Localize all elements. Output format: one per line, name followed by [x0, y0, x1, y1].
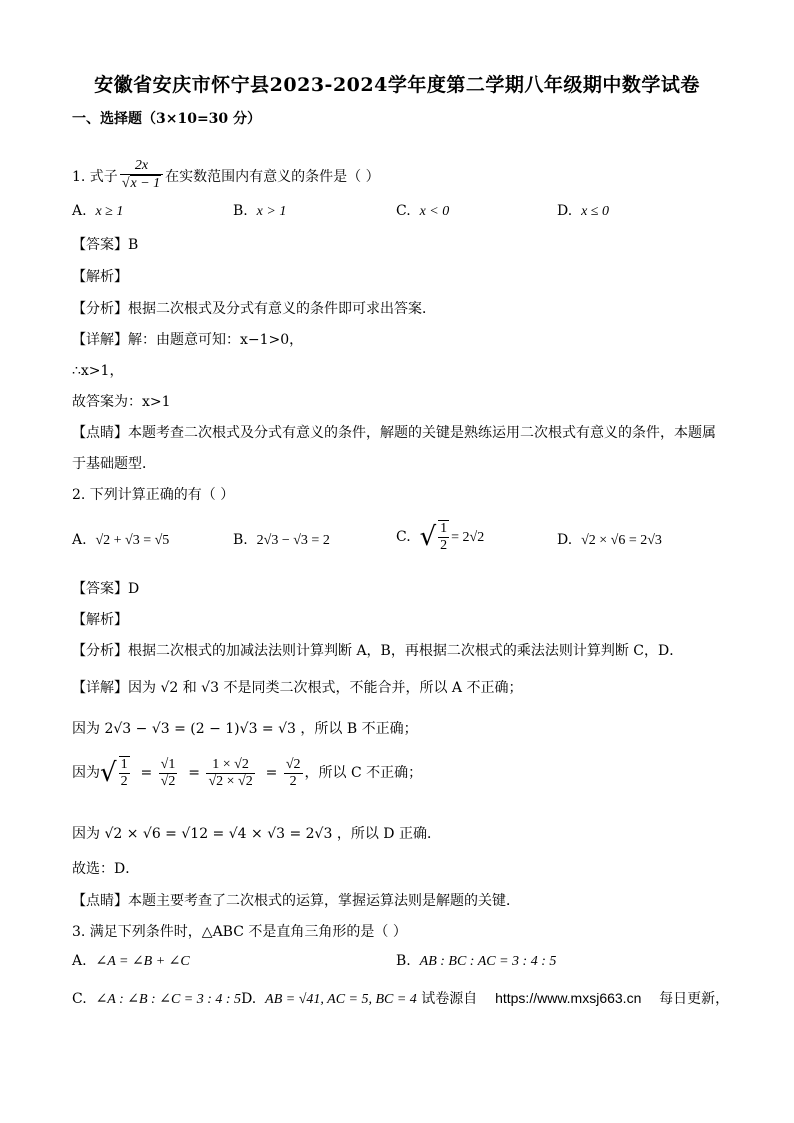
q1-option-b: B. x > 1 — [233, 203, 287, 219]
q1-option-d: D. x ≤ 0 — [557, 203, 609, 219]
q2-answer: 【答案】D — [72, 581, 140, 597]
q3-option-d: AB = √41, AC = 5, BC = 4 — [265, 992, 417, 1007]
q1-comment-line1: 【点睛】本题考查二次根式及分式有意义的条件，解题的关键是熟练运用二次根式有意义的条件，本题属 — [72, 425, 716, 441]
q2-conclusion: 故选：D． — [72, 861, 140, 877]
q1-comment-line2: 于基础题型． — [72, 456, 156, 472]
q1-option-c: C. x < 0 — [396, 203, 450, 219]
q1-prefix: 1. 式子 — [72, 169, 118, 185]
q1-answer: 【答案】B — [72, 237, 139, 253]
q1-frac-num: 2x — [120, 158, 163, 175]
q3-option-b: B. AB : BC : AC = 3 : 4 : 5 — [396, 953, 557, 969]
q2-comment: 【点睛】本题主要考查了二次根式的运算，掌握运算法则是解题的关键． — [72, 893, 520, 909]
q2-option-d: D. √2 × √6 = 2√3 — [557, 532, 662, 548]
q2-line-d: 因为 √2 × √6 = √12 = √4 × √3 = 2√3 ，所以 D 正确． — [72, 826, 441, 842]
q2-jiexi: 【解析】 — [72, 612, 128, 628]
section-heading: 一、选择题（3×10=30 分） — [72, 111, 262, 127]
q2-option-c: C. √ $\frac{1}{2}$ = 2√2 — [396, 521, 485, 553]
footer-url[interactable]: https://www.mxsj663.cn — [495, 990, 642, 1006]
q2-line-b: 因为 2√3 − √3 = (2 − 1)√3 = √3 ，所以 B 不正确； — [72, 721, 418, 737]
q3-option-c: ∠A : ∠B : ∠C = 3 : 4 : 5 — [95, 992, 242, 1007]
q2-c-fraction: $\frac{1}{2}$ — [440, 521, 448, 553]
q3-option-a: A. ∠A = ∠B + ∠C — [72, 953, 190, 969]
q1-jiexi: 【解析】 — [72, 269, 128, 285]
q1-step3: 故答案为：x>1 — [72, 394, 171, 410]
q1-suffix: 在实数范围内有意义的条件是（ ） — [165, 169, 380, 185]
q1-analysis: 【分析】根据二次根式及分式有意义的条件即可求出答案． — [72, 301, 436, 317]
q1-stem — [72, 158, 380, 192]
q2-option-b: B. 2√3 − √3 = 2 — [233, 532, 330, 548]
q2-stem: 2. 下列计算正确的有（ ） — [72, 487, 235, 503]
q1-frac-den: x − 1 — [130, 176, 161, 191]
q2-detail: 【详解】因为 √2 和 √3 不是同类二次根式，不能合并，所以 A 不正确； — [72, 680, 523, 696]
q2-analysis: 【分析】根据二次根式的加减法法则计算判断 A，B，再根据二次根式的乘法法则计算判断 C，D． — [72, 643, 684, 659]
page-title: 安徽省安庆市怀宁县2023-2024学年度第二学期八年级期中数学试卷 — [94, 74, 700, 96]
footer-update: 每日更新， — [659, 991, 730, 1007]
q3-stem: 3. 满足下列条件时，△ABC 不是直角三角形的是（ ） — [72, 924, 407, 940]
footer-source: 试卷源自 — [421, 991, 478, 1007]
q1-detail: 【详解】解：由题意可知：x−1>0， — [72, 332, 304, 348]
q2-line-c: 因为√ $\frac{1}{2}$ = $\frac{√1}{√2}$ = $\frac{1 \times √2}{√2 \times √2}$ = $\frac{√2}{2}$ ，所以 C 不正确； — [72, 756, 423, 789]
q3-options-cd-line: C. ∠A : ∠B : ∠C = 3 : 4 : 5D. AB = √41, AC = 5, BC = 4 试卷源自 https://www.mxsj663.cn 每日更新， — [72, 990, 730, 1007]
q1-fraction: $\frac{2x}{√x - 1}$ — [120, 158, 163, 192]
q1-option-a: A. x ≥ 1 — [72, 203, 124, 219]
q2-option-a: A. √2 + √3 = √5 — [72, 532, 170, 548]
sqrt-sign: √ — [419, 522, 437, 552]
q1-step2: ∴x>1， — [72, 363, 124, 379]
